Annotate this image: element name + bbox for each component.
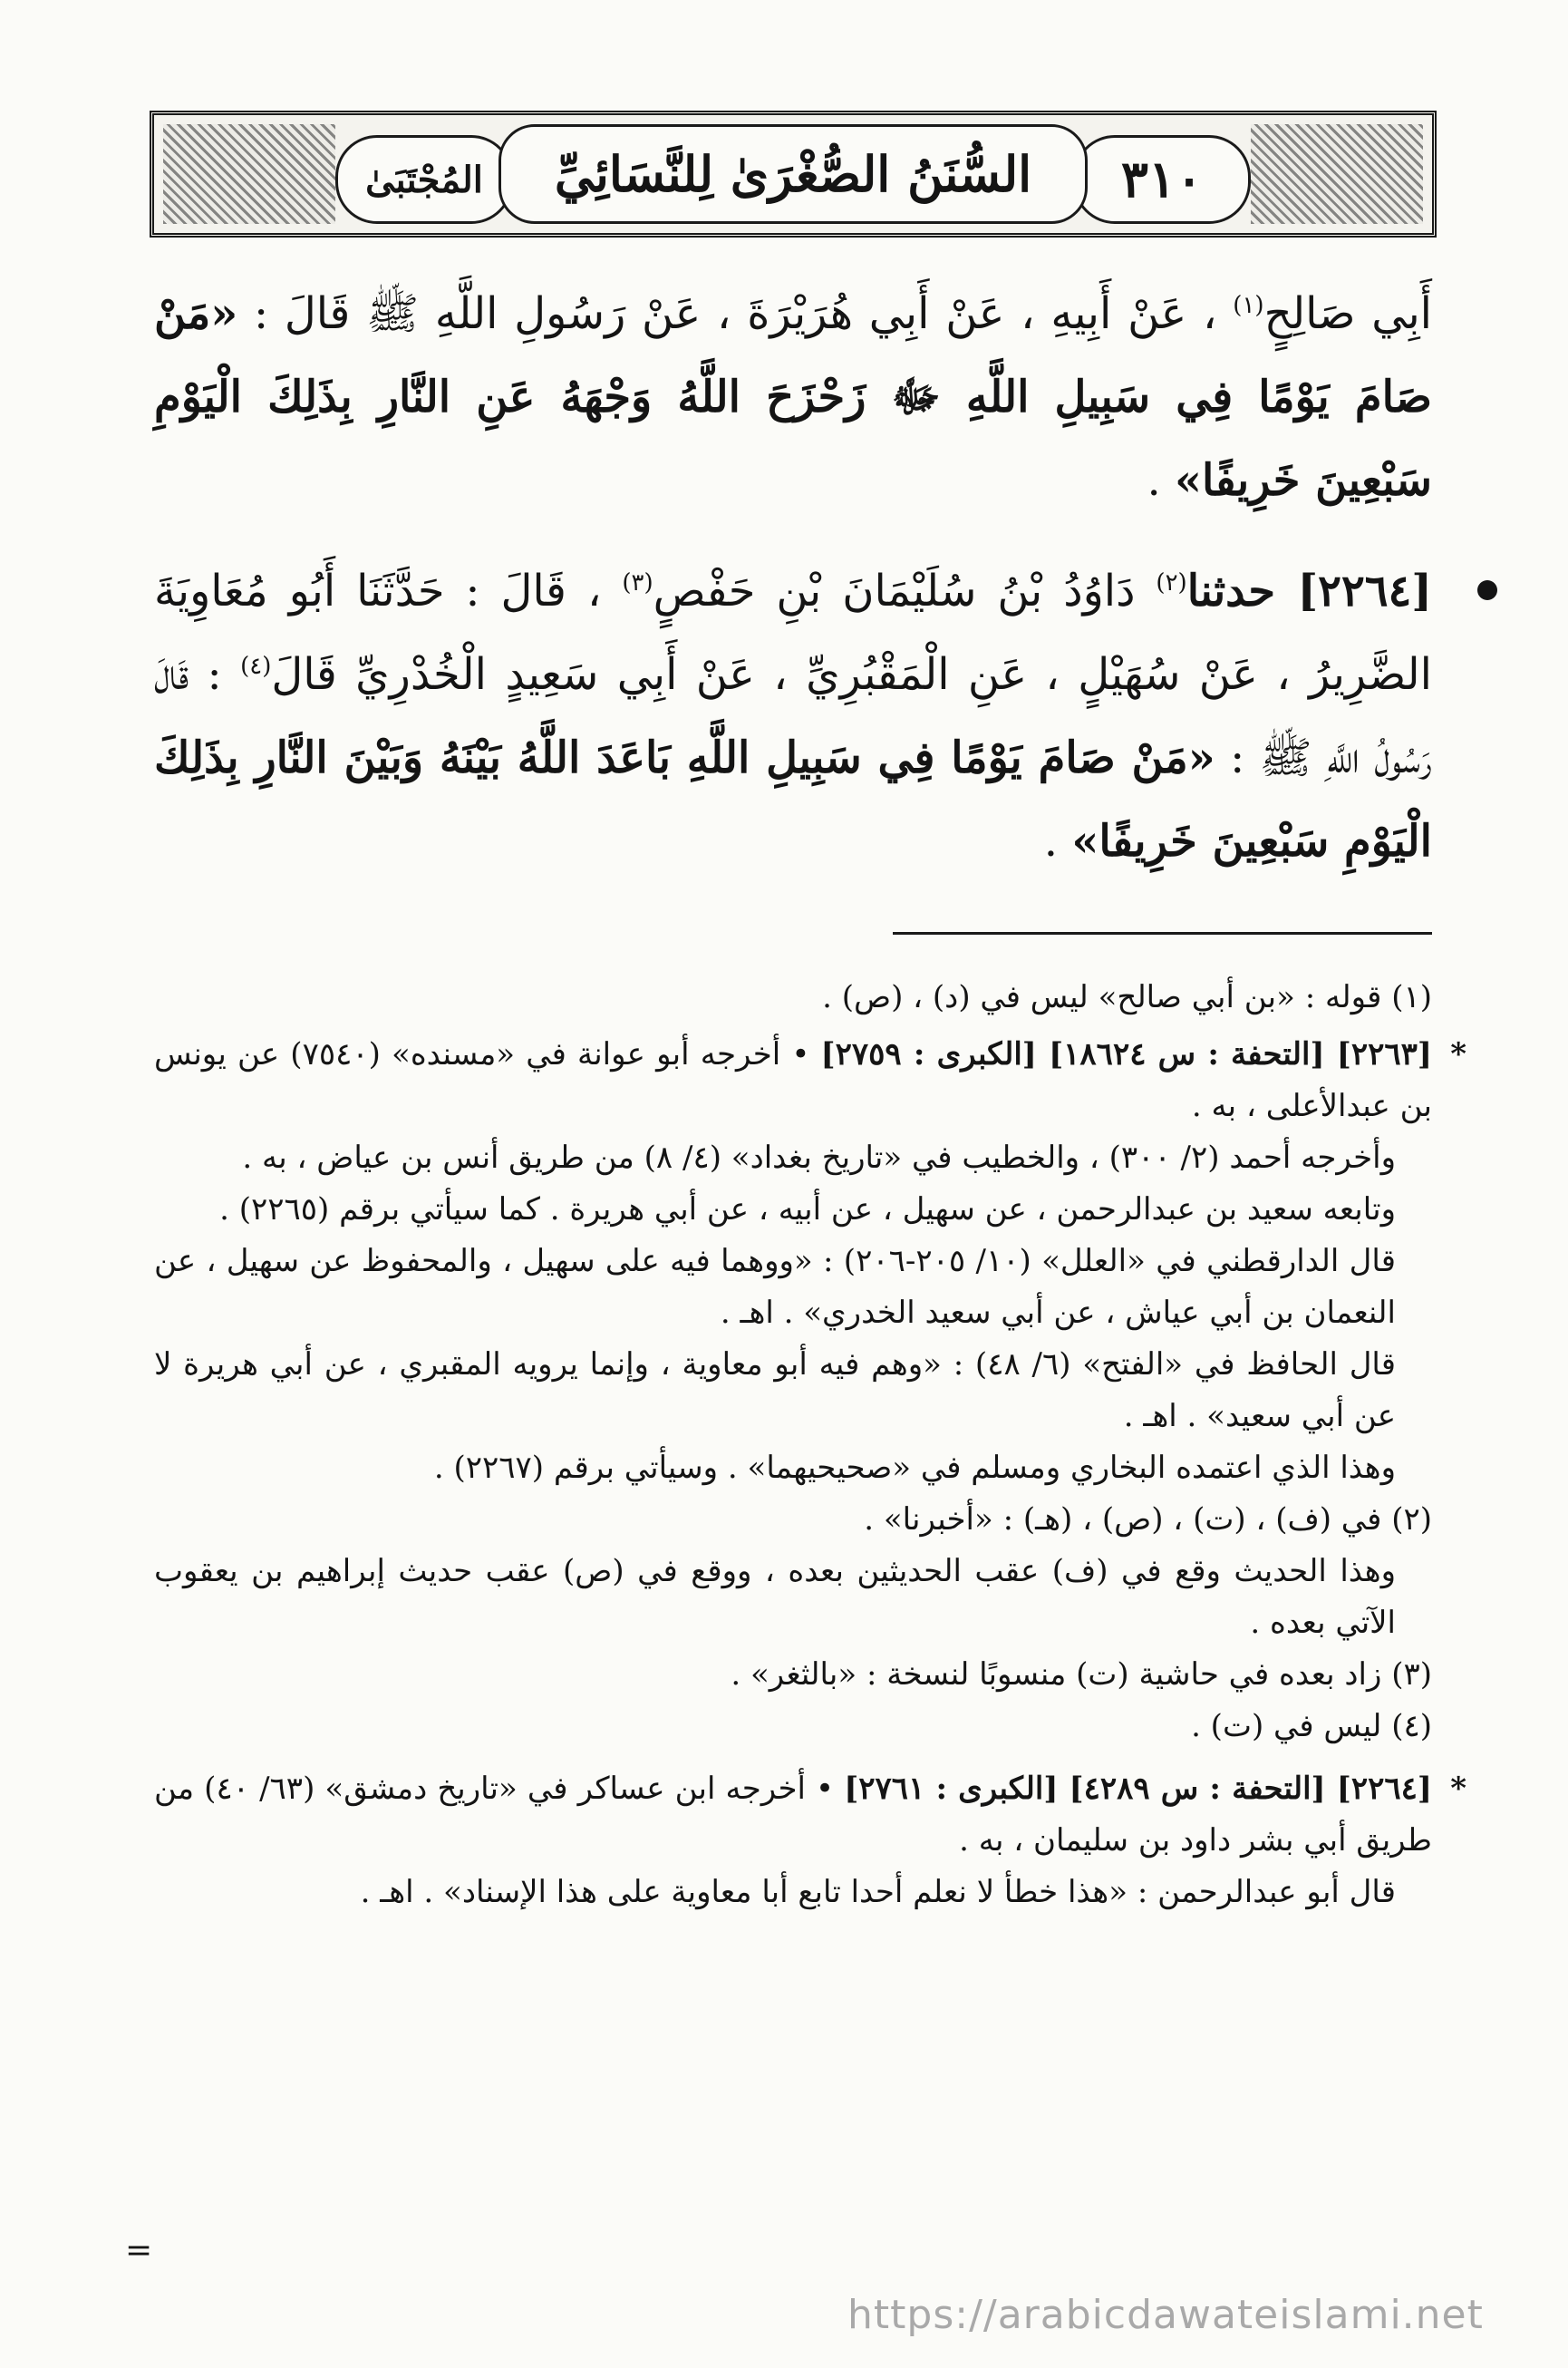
text: ، قَالَ : حَدَّثَنَا أَبُو مُعَاوِيَةَ الضَّرِيرُ ، عَنْ سُهَيْلٍ ، عَنِ الْمَقْبُرِيِّ ، عَنْ أَبِي سَعِيدٍ الْخُدْرِيِّ قَالَ [154, 566, 1433, 700]
page-header [150, 111, 1437, 238]
continuation-mark: = [125, 2232, 153, 2269]
takhrij-2263 [154, 1029, 1432, 1132]
text: دَاوُدُ بْنُ سُلَيْمَانَ بْنِ حَفْصٍ [653, 566, 1157, 616]
takhrij-paragraph: وهذا الذي اعتمده البخاري ومسلم في «صحيحيهما» . وسيأتي برقم (٢٢٦٧) . [433, 1450, 1396, 1486]
text: أَبِي صَالِحٍ [1263, 288, 1433, 339]
text: : قَالَ رَسُولُ اللَّهِ ﷺ : [154, 649, 1433, 783]
footnote-2: (٢) في (ف) ، (ت) ، (ص) ، (هـ) : «أخبرنا» . [864, 1501, 1432, 1538]
text: . [1043, 816, 1072, 867]
footnote-1: (١) قوله : «بن أبي صالح» ليس في (د) ، (ص) . [822, 979, 1432, 1015]
footnotes [154, 972, 1432, 1918]
hadith-2263-continuation [154, 272, 1432, 522]
hadith-quote: «مَنْ صَامَ يَوْمًا فِي سَبِيلِ اللَّهِ ﷻ زَحْزَحَ اللَّهُ وَجْهَهُ عَنِ النَّارِ بِذَلِكَ الْيَوْمِ سَبْعِينَ خَرِيفًا» [154, 288, 1432, 506]
book-title: السُّنَنُ الصُّغْرَىٰ لِلنَّسَائِيِّ [554, 145, 1032, 203]
hadith-2264 [154, 549, 1432, 883]
footnote-3: (٣) زاد بعده في حاشية (ت) منسوبًا لنسخة : «بالثغر» . [731, 1656, 1432, 1693]
takhrij-body: • أخرجه أبو عوانة في «مسنده» (٧٥٤٠) عن يونس بن عبدالأعلى ، به . [154, 1036, 1432, 1124]
footnote-divider [893, 932, 1432, 935]
takhrij-paragraph: قال أبو عبدالرحمن : «هذا خطأ لا نعلم أحدا تابع أبا معاوية على هذا الإسناد» . اهـ . [360, 1874, 1396, 1910]
takhrij-2264 [154, 1763, 1432, 1867]
takhrij-paragraph: وأخرجه أحمد (٢/ ٣٠٠) ، والخطيب في «تاريخ بغداد» (٤/ ٨) من طريق أنس بن عياض ، به . [242, 1140, 1396, 1176]
main-text [154, 272, 1432, 883]
takhrij-paragraph: قال الدارقطني في «العلل» (١٠/ ٢٠٥-٢٠٦) : «ووهما فيه على سهيل ، والمحفوظ عن سهيل ، عن النعمان بن أبي عياش ، عن أبي سعيد الخدري» . اهـ . [154, 1243, 1396, 1331]
hadith-number: [٢٢٦٤] [1275, 566, 1432, 616]
takhrij-head: [٢٢٦٤] [التحفة : س ٤٢٨٩] [الكبرى : ٢٧٦١] [844, 1771, 1432, 1807]
text: ، عَنْ أَبِيهِ ، عَنْ أَبِي هُرَيْرَةَ ، عَنْ رَسُولِ اللَّهِ ﷺ قَالَ : [237, 288, 1234, 339]
watermark: https://arabicdawateislami.net [847, 2292, 1484, 2338]
footnote-4: (٤) ليس في (ت) . [1191, 1708, 1432, 1744]
book-short-title: المُجْتَبَىٰ [335, 135, 513, 224]
takhrij-paragraph: وتابعه سعيد بن عبدالرحمن ، عن سهيل ، عن أبيه ، عن أبي هريرة . كما سيأتي برقم (٢٢٦٥) . [219, 1191, 1396, 1228]
text: . [1147, 455, 1175, 506]
footnote-ref-1: (١) [1233, 292, 1264, 319]
footnote-ref-4: (٤) [240, 653, 272, 680]
page-number: ٣١٠ [1073, 135, 1251, 224]
takhrij-body: • أخرجه ابن عساكر في «تاريخ دمشق» (٦٣/ ٤٠) من طريق أبي بشر داود بن سليمان ، به . [154, 1771, 1432, 1858]
bullet-icon [1477, 580, 1497, 600]
takhrij-paragraph: قال الحافظ في «الفتح» (٦/ ٤٨) : «وهم فيه أبو معاوية ، وإنما يرويه المقبري ، عن أبي هريرة لا عن أبي سعيد» . اهـ . [154, 1346, 1397, 1434]
footnote-ref-2: (٢) [1156, 569, 1187, 597]
ornament-left [163, 124, 335, 224]
takhrij-head: [٢٢٦٣] [التحفة : س ١٨٦٢٤] [الكبرى : ٢٧٥٩] [820, 1036, 1432, 1072]
hadith-quote: «مَنْ صَامَ يَوْمًا فِي سَبِيلِ اللَّهِ بَاعَدَ اللَّهُ بَيْنَهُ وَبَيْنَ النَّارِ بِذَلِكَ الْيَوْمِ سَبْعِينَ خَرِيفًا» [154, 733, 1432, 867]
title-band [498, 124, 1088, 224]
haddathana: حدثنا [1186, 566, 1276, 616]
footnote-2-continued: وهذا الحديث وقع في (ف) عقب الحديثين بعده ، ووقع في (ص) عقب حديث إبراهيم بن يعقوب الآتي بعده . [154, 1553, 1396, 1641]
ornament-right [1251, 124, 1423, 224]
footnote-ref-3: (٣) [622, 569, 653, 597]
